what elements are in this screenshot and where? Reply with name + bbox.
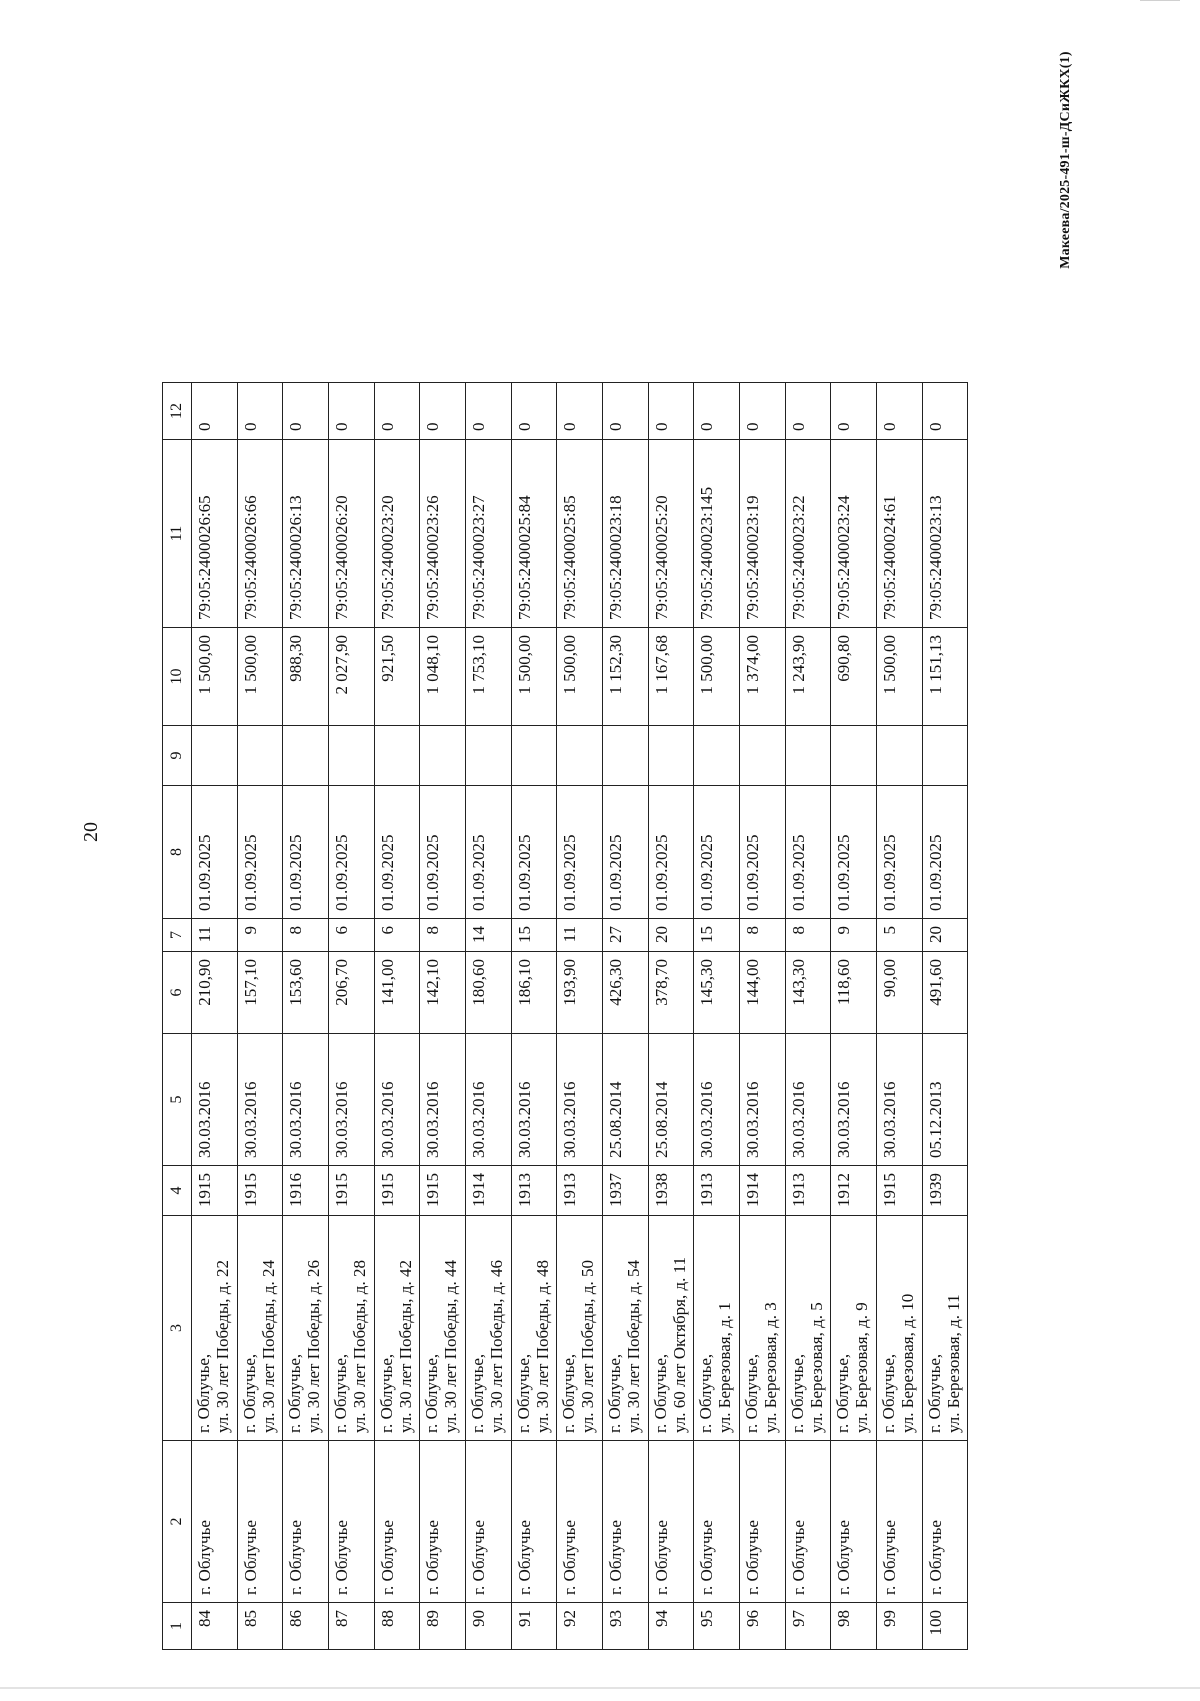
date-cell: 25.08.2014 [603, 1033, 649, 1165]
address-cell [786, 1215, 832, 1440]
address-line-street: ул. 30 лет Победы, д. 24 [258, 1260, 278, 1433]
value-cell: 0 [786, 382, 832, 439]
date-cell: 01.09.2025 [375, 785, 421, 918]
address-cell [466, 1215, 512, 1440]
column-header-3: 3 [162, 1215, 192, 1440]
date-cell: 30.03.2016 [238, 1033, 284, 1165]
address-line-city: г. Облучье, [787, 1353, 807, 1433]
cadastral-number-cell: 79:05:2400023:19 [740, 439, 786, 627]
address-cell [694, 1215, 740, 1440]
cost-cell: 988,30 [283, 627, 329, 725]
cadastral-number-cell: 79:05:2400026:20 [329, 439, 375, 627]
address-cell [740, 1215, 786, 1440]
count-cell: 6 [329, 918, 375, 951]
address-line-city: г. Облучье, [467, 1353, 487, 1433]
date-cell: 30.03.2016 [283, 1033, 329, 1165]
address-line-street: ул. 30 лет Победы, д. 46 [486, 1260, 506, 1433]
row-number-cell: 94 [649, 1602, 695, 1650]
address-cell [831, 1215, 877, 1440]
settlement-cell: г. Облучье [831, 1440, 877, 1602]
date-cell: 30.03.2016 [192, 1033, 238, 1165]
empty-cell [466, 725, 512, 785]
count-cell: 15 [694, 918, 740, 951]
year-cell: 1913 [694, 1165, 740, 1215]
row-number-cell: 89 [420, 1602, 466, 1650]
address-line-street: ул. Березовая, д. 10 [897, 1293, 917, 1433]
address-cell [603, 1215, 649, 1440]
address-line-city: г. Облучье, [559, 1353, 579, 1433]
address-line-city: г. Облучье, [878, 1353, 898, 1433]
address-line-street: ул. 30 лет Победы, д. 54 [623, 1260, 643, 1433]
count-cell: 20 [923, 918, 969, 951]
empty-cell [923, 725, 969, 785]
column-header-4: 4 [162, 1165, 192, 1215]
row-number-cell: 88 [375, 1602, 421, 1650]
cadastral-number-cell: 79:05:2400023:27 [466, 439, 512, 627]
value-cell: 0 [466, 382, 512, 439]
cost-cell: 1 500,00 [238, 627, 284, 725]
year-cell: 1939 [923, 1165, 969, 1215]
cost-cell: 1 048,10 [420, 627, 466, 725]
count-cell: 20 [649, 918, 695, 951]
empty-cell [420, 725, 466, 785]
settlement-cell: г. Облучье [603, 1440, 649, 1602]
empty-cell [375, 725, 421, 785]
cost-cell: 1 374,00 [740, 627, 786, 725]
date-cell: 01.09.2025 [192, 785, 238, 918]
scan-edge-line [0, 1687, 1200, 1689]
date-cell: 30.03.2016 [786, 1033, 832, 1165]
date-cell: 01.09.2025 [831, 785, 877, 918]
area-cell: 141,00 [375, 951, 421, 1033]
count-cell: 6 [375, 918, 421, 951]
date-cell: 30.03.2016 [420, 1033, 466, 1165]
document-footer-code: Макеева/2025-491-ш-ДСиЖКХ(1) [1058, 51, 1073, 269]
cost-cell: 1 500,00 [557, 627, 603, 725]
year-cell: 1937 [603, 1165, 649, 1215]
settlement-cell: г. Облучье [557, 1440, 603, 1602]
row-number-cell: 97 [786, 1602, 832, 1650]
value-cell: 0 [740, 382, 786, 439]
date-cell: 30.03.2016 [831, 1033, 877, 1165]
value-cell: 0 [649, 382, 695, 439]
address-cell [329, 1215, 375, 1440]
cost-cell: 921,50 [375, 627, 421, 725]
cost-cell: 1 152,30 [603, 627, 649, 725]
address-line-street: ул. 30 лет Победы, д. 22 [213, 1260, 232, 1433]
address-line-city: г. Облучье, [285, 1353, 305, 1433]
date-cell: 30.03.2016 [466, 1033, 512, 1165]
row-number-cell: 86 [283, 1602, 329, 1650]
settlement-cell: г. Облучье [512, 1440, 558, 1602]
year-cell: 1915 [192, 1165, 238, 1215]
area-cell: 206,70 [329, 951, 375, 1033]
row-number-cell: 96 [740, 1602, 786, 1650]
date-cell: 01.09.2025 [877, 785, 923, 918]
year-cell: 1916 [283, 1165, 329, 1215]
cadastral-number-cell: 79:05:2400026:13 [283, 439, 329, 627]
date-cell: 01.09.2025 [694, 785, 740, 918]
empty-cell [329, 725, 375, 785]
address-line-street: ул. 30 лет Победы, д. 48 [532, 1260, 552, 1433]
value-cell: 0 [557, 382, 603, 439]
address-line-city: г. Облучье, [194, 1353, 213, 1433]
year-cell: 1915 [238, 1165, 284, 1215]
settlement-cell: г. Облучье [786, 1440, 832, 1602]
date-cell: 05.12.2013 [923, 1033, 969, 1165]
cost-cell: 690,80 [831, 627, 877, 725]
year-cell: 1913 [786, 1165, 832, 1215]
cadastral-number-cell: 79:05:2400025:85 [557, 439, 603, 627]
area-cell: 426,30 [603, 951, 649, 1033]
cost-cell: 1 500,00 [694, 627, 740, 725]
year-cell: 1915 [420, 1165, 466, 1215]
area-cell: 378,70 [649, 951, 695, 1033]
value-cell: 0 [329, 382, 375, 439]
empty-cell [740, 725, 786, 785]
address-cell [375, 1215, 421, 1440]
year-cell: 1938 [649, 1165, 695, 1215]
settlement-cell: г. Облучье [375, 1440, 421, 1602]
count-cell: 11 [557, 918, 603, 951]
address-line-city: г. Облучье, [513, 1353, 533, 1433]
date-cell: 30.03.2016 [329, 1033, 375, 1165]
column-header-2: 2 [162, 1440, 192, 1602]
date-cell: 30.03.2016 [694, 1033, 740, 1165]
area-cell: 491,60 [923, 951, 969, 1033]
address-line-street: ул. Березовая, д. 5 [806, 1302, 826, 1433]
settlement-cell: г. Облучье [238, 1440, 284, 1602]
row-number-cell: 100 [923, 1602, 969, 1650]
empty-cell [283, 725, 329, 785]
count-cell: 9 [831, 918, 877, 951]
address-line-street: ул. 30 лет Победы, д. 28 [349, 1260, 369, 1433]
area-cell: 180,60 [466, 951, 512, 1033]
column-header-11: 11 [162, 439, 192, 627]
year-cell: 1914 [466, 1165, 512, 1215]
area-cell: 118,60 [831, 951, 877, 1033]
row-number-cell: 99 [877, 1602, 923, 1650]
date-cell: 30.03.2016 [557, 1033, 603, 1165]
date-cell: 01.09.2025 [512, 785, 558, 918]
address-line-street: ул. 30 лет Победы, д. 50 [578, 1260, 598, 1433]
value-cell: 0 [603, 382, 649, 439]
settlement-cell: г. Облучье [192, 1440, 238, 1602]
address-cell [923, 1215, 969, 1440]
column-header-9: 9 [162, 725, 192, 785]
value-cell: 0 [831, 382, 877, 439]
date-cell: 01.09.2025 [466, 785, 512, 918]
value-cell: 0 [420, 382, 466, 439]
settlement-cell: г. Облучье [694, 1440, 740, 1602]
settlement-cell: г. Облучье [740, 1440, 786, 1602]
value-cell: 0 [192, 382, 238, 439]
value-cell: 0 [877, 382, 923, 439]
year-cell: 1914 [740, 1165, 786, 1215]
address-line-street: ул. 30 лет Победы, д. 26 [304, 1260, 324, 1433]
address-line-city: г. Облучье, [376, 1353, 396, 1433]
column-header-6: 6 [162, 951, 192, 1033]
date-cell: 01.09.2025 [420, 785, 466, 918]
area-cell: 193,90 [557, 951, 603, 1033]
cadastral-number-cell: 79:05:2400025:84 [512, 439, 558, 627]
cadastral-number-cell: 79:05:2400026:66 [238, 439, 284, 627]
cadastral-number-cell: 79:05:2400023:13 [923, 439, 969, 627]
count-cell: 11 [192, 918, 238, 951]
area-cell: 142,10 [420, 951, 466, 1033]
address-line-city: г. Облучье, [422, 1353, 442, 1433]
area-cell: 186,10 [512, 951, 558, 1033]
year-cell: 1913 [512, 1165, 558, 1215]
row-number-cell: 93 [603, 1602, 649, 1650]
value-cell: 0 [375, 382, 421, 439]
date-cell: 30.03.2016 [877, 1033, 923, 1165]
empty-cell [557, 725, 603, 785]
settlement-cell: г. Облучье [329, 1440, 375, 1602]
row-number-cell: 85 [238, 1602, 284, 1650]
count-cell: 8 [420, 918, 466, 951]
count-cell: 14 [466, 918, 512, 951]
cost-cell: 1 500,00 [512, 627, 558, 725]
date-cell: 01.09.2025 [649, 785, 695, 918]
count-cell: 15 [512, 918, 558, 951]
count-cell: 5 [877, 918, 923, 951]
area-cell: 210,90 [192, 951, 238, 1033]
cadastral-number-cell: 79:05:2400024:61 [877, 439, 923, 627]
value-cell: 0 [694, 382, 740, 439]
settlement-cell: г. Облучье [923, 1440, 969, 1602]
address-cell [877, 1215, 923, 1440]
date-cell: 01.09.2025 [923, 785, 969, 918]
address-line-street: ул. 30 лет Победы, д. 42 [395, 1260, 415, 1433]
cost-cell: 1 753,10 [466, 627, 512, 725]
address-line-street: ул. Березовая, д. 9 [852, 1302, 872, 1433]
settlement-cell: г. Облучье [283, 1440, 329, 1602]
count-cell: 27 [603, 918, 649, 951]
column-header-8: 8 [162, 785, 192, 918]
address-cell [238, 1215, 284, 1440]
cost-cell: 1 500,00 [877, 627, 923, 725]
settlement-cell: г. Облучье [877, 1440, 923, 1602]
cadastral-number-cell: 79:05:2400025:20 [649, 439, 695, 627]
page-number: 20 [80, 822, 102, 842]
address-line-city: г. Облучье, [741, 1353, 761, 1433]
area-cell: 90,00 [877, 951, 923, 1033]
scan-mark [1140, 0, 1180, 1]
address-cell [420, 1215, 466, 1440]
cadastral-number-cell: 79:05:2400023:24 [831, 439, 877, 627]
date-cell: 01.09.2025 [238, 785, 284, 918]
area-cell: 145,30 [694, 951, 740, 1033]
year-cell: 1915 [877, 1165, 923, 1215]
empty-cell [877, 725, 923, 785]
empty-cell [831, 725, 877, 785]
address-line-city: г. Облучье, [604, 1353, 624, 1433]
address-line-city: г. Облучье, [924, 1353, 944, 1433]
value-cell: 0 [923, 382, 969, 439]
cadastral-number-cell: 79:05:2400023:20 [375, 439, 421, 627]
date-cell: 01.09.2025 [603, 785, 649, 918]
cadastral-number-cell: 79:05:2400023:22 [786, 439, 832, 627]
date-cell: 01.09.2025 [329, 785, 375, 918]
area-cell: 153,60 [283, 951, 329, 1033]
cost-cell: 1 167,68 [649, 627, 695, 725]
column-header-1: 1 [162, 1602, 192, 1650]
settlement-cell: г. Облучье [466, 1440, 512, 1602]
area-cell: 143,30 [786, 951, 832, 1033]
cost-cell: 1 243,90 [786, 627, 832, 725]
date-cell: 30.03.2016 [740, 1033, 786, 1165]
count-cell: 8 [740, 918, 786, 951]
cost-cell: 1 500,00 [192, 627, 238, 725]
date-cell: 30.03.2016 [375, 1033, 421, 1165]
date-cell: 01.09.2025 [283, 785, 329, 918]
address-line-city: г. Облучье, [239, 1353, 259, 1433]
empty-cell [512, 725, 558, 785]
address-cell [649, 1215, 695, 1440]
address-cell [557, 1215, 603, 1440]
year-cell: 1915 [375, 1165, 421, 1215]
empty-cell [694, 725, 740, 785]
column-header-10: 10 [162, 627, 192, 725]
empty-cell [786, 725, 832, 785]
column-header-5: 5 [162, 1033, 192, 1165]
row-number-cell: 92 [557, 1602, 603, 1650]
row-number-cell: 90 [466, 1602, 512, 1650]
year-cell: 1912 [831, 1165, 877, 1215]
address-line-street: ул. 30 лет Победы, д. 44 [441, 1260, 461, 1433]
address-line-city: г. Облучье, [650, 1353, 670, 1433]
cost-cell: 2 027,90 [329, 627, 375, 725]
empty-cell [238, 725, 284, 785]
cadastral-number-cell: 79:05:2400026:65 [192, 439, 238, 627]
address-line-city: г. Облучье, [833, 1353, 853, 1433]
empty-cell [649, 725, 695, 785]
value-cell: 0 [512, 382, 558, 439]
address-cell [283, 1215, 329, 1440]
address-line-street: ул. 60 лет Октября, д. 11 [669, 1256, 689, 1433]
area-cell: 157,10 [238, 951, 284, 1033]
value-cell: 0 [238, 382, 284, 439]
housing-registry-table [162, 40, 968, 1650]
cadastral-number-cell: 79:05:2400023:145 [694, 439, 740, 627]
count-cell: 8 [283, 918, 329, 951]
count-cell: 9 [238, 918, 284, 951]
cadastral-number-cell: 79:05:2400023:18 [603, 439, 649, 627]
settlement-cell: г. Облучье [420, 1440, 466, 1602]
year-cell: 1913 [557, 1165, 603, 1215]
address-line-city: г. Облучье, [696, 1353, 716, 1433]
column-header-12: 12 [162, 382, 192, 439]
row-number-cell: 98 [831, 1602, 877, 1650]
row-number-cell: 95 [694, 1602, 740, 1650]
empty-cell [603, 725, 649, 785]
year-cell: 1915 [329, 1165, 375, 1215]
date-cell: 01.09.2025 [786, 785, 832, 918]
row-number-cell: 84 [192, 1602, 238, 1650]
date-cell: 01.09.2025 [557, 785, 603, 918]
date-cell: 30.03.2016 [512, 1033, 558, 1165]
value-cell: 0 [283, 382, 329, 439]
count-cell: 8 [786, 918, 832, 951]
area-cell: 144,00 [740, 951, 786, 1033]
address-line-city: г. Облучье, [330, 1353, 350, 1433]
settlement-cell: г. Облучье [649, 1440, 695, 1602]
address-cell [192, 1215, 238, 1440]
empty-cell [192, 725, 238, 785]
cost-cell: 1 151,13 [923, 627, 969, 725]
column-header-7: 7 [162, 918, 192, 951]
row-number-cell: 91 [512, 1602, 558, 1650]
cadastral-number-cell: 79:05:2400023:26 [420, 439, 466, 627]
date-cell: 25.08.2014 [649, 1033, 695, 1165]
address-line-street: ул. Березовая, д. 3 [760, 1302, 780, 1433]
address-line-street: ул. Березовая, д. 11 [943, 1294, 963, 1433]
address-cell [512, 1215, 558, 1440]
date-cell: 01.09.2025 [740, 785, 786, 918]
address-line-street: ул. Березовая, д. 1 [715, 1302, 735, 1433]
row-number-cell: 87 [329, 1602, 375, 1650]
